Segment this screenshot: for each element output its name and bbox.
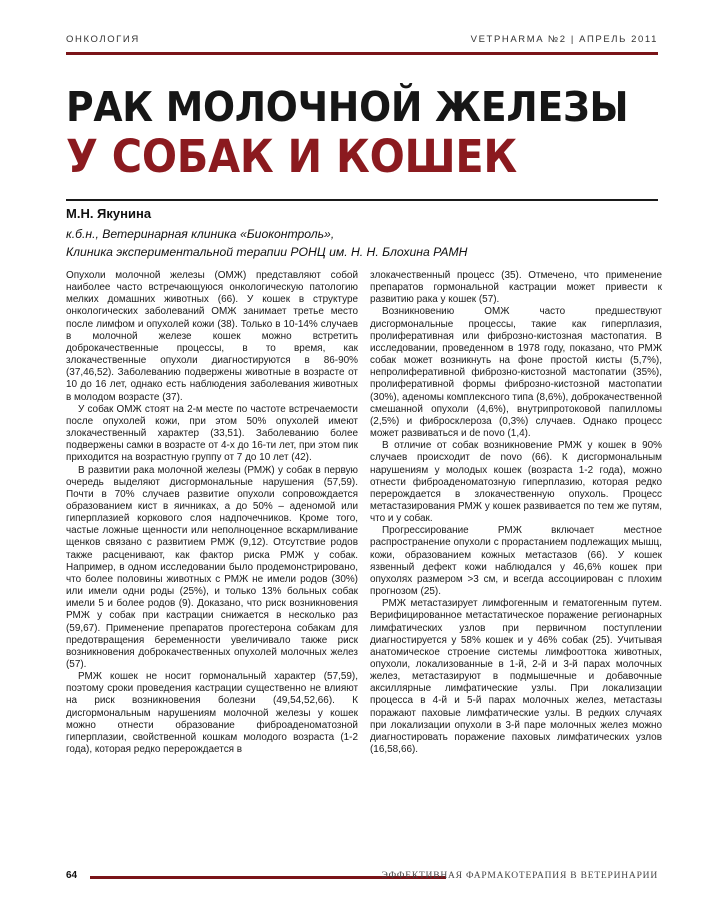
affiliation-line-1: к.б.н., Ветеринарная клиника «Биоконтроль»,	[66, 227, 335, 241]
paragraph: Возникновению ОМЖ часто предшествуют дисгормональные процессы, такие как гиперплазия, пролиферативная или фиброзно-кистозная мастопатия. В исследовании, проведенном в 1978 году, показано, что РМЖ собак может возникнуть на фоне простой кисты (5,7%), непролиферативной фиброзно-кистозной мастопатии (35%), пролиферативной формы фиброзно-кистозной мастопатии (30%), аденомы комплексного типа (8,6%), доброкачественной смешанной опухоли (4,6%), внутрипротоковой папилломы (2,5%) и фибросклероза (0,3%) случаев. Однако процесс может развиваться и de novo (1,4).	[370, 306, 662, 440]
body-column-left	[66, 270, 358, 756]
paragraph: РМЖ метастазирует лимфогенным и гематогенным путем. Верифицированное метастатическое поражение регионарных лимфатических узлов при первичном поступлении диагностируется у 58% кошек и у 46% собак (25). Учитывая анатомическое строение системы лимфооттока животных, опухоли, локализованные в 1-й, 2-й и 3-й парах молочных желез, метастазируют в подмышечные и добавочные аксиллярные лимфатические узлы. При локализации процесса в 4-й и 5-й парах молочных желез, метастазы поражают паховые лимфатические узлы. В редких случаях при локализации опухоли в 3-й паре молочных желез можно диагностировать поражение паховых лимфатических узлов (16,58,66).	[370, 598, 662, 756]
paragraph: РМЖ кошек не носит гормональный характер (57,59), поэтому сроки проведения кастрации существенно не влияют на риск возникновения болезни (49,54,52,66). К дисгормональным нарушениям молочной железы у кошек можно отнести образование фиброаденоматозной гиперплазии, свойственной кошкам молодого возраста (1-2 года), которая редко перерождается в	[66, 671, 358, 756]
title-rule	[66, 199, 658, 201]
author-affiliation	[66, 225, 467, 261]
footer-journal-tagline: ЭФФЕКТИВНАЯ ФАРМАКОТЕРАПИЯ В ВЕТЕРИНАРИИ	[381, 871, 658, 881]
author-name: М.Н. Якунина	[66, 206, 152, 221]
section-label: ОНКОЛОГИЯ	[66, 34, 140, 45]
paragraph: В развитии рака молочной железы (РМЖ) у собак в первую очередь выделяют дисгормональные нарушения (57,59). Почти в 70% случаев развитие опухоли сопровождается образованием кист в яичниках, а до 50% – аденомой или гиперплазией коркового слоя надпочечников. Кроме того, частые ложные щенности или неполноценное вскармливание щенков связано с развитием РМЖ (9,12). Отсутствие родов также расценивают, как фактор риска РМЖ у собак. Например, в одном исследовании было продемонстрировано, что более половины животных с РМЖ не имели родов (30%) или имели одни роды (25%), и только 13% больных собак имели 5 и более родов (9). Доказано, что риск возникновения РМЖ у собак при кастрации снижается в несколько раз (59,67). Применение препаратов прогестерона собакам для предотвращения беременности увеличивало также риск возникновения доброкачественных опухолей молочных желез (57).	[66, 464, 358, 670]
header-rule	[66, 52, 658, 55]
article-title	[66, 82, 629, 183]
title-line-2: У СОБАК И КОШЕК	[66, 130, 517, 183]
title-line-1: РАК МОЛОЧНОЙ ЖЕЛЕЗЫ	[66, 83, 629, 131]
paragraph: Прогрессирование РМЖ включает местное распространение опухоли с прорастанием подлежащих мышц, кожи, образованием кожных метастазов (66). У кошек язвенный дефект кожи наблюдался у 46,6% кошек при опухолях размером >3 см, и всегда ассоциирован с плохим прогнозом (25).	[370, 525, 662, 598]
affiliation-line-2: Клиника экспериментальной терапии РОНЦ им. Н. Н. Блохина РАМН	[66, 245, 468, 259]
paragraph: У собак ОМЖ стоят на 2-м месте по частоте встречаемости после опухолей кожи, при этом 50% опухолей имеют злокачественный характер (33,51). Заболеванию более подвержены самки в возрасте от 4-х до 16-ти лет, при этом пик приходится на возрастную группу от 7 до 10 лет (42).	[66, 403, 358, 464]
journal-issue: VETPHARMA №2 | АПРЕЛЬ 2011	[470, 34, 658, 45]
body-column-right	[370, 270, 662, 756]
running-header	[66, 34, 658, 48]
paragraph: злокачественный процесс (35). Отмечено, что применение препаратов гормональной кастрации может привести к развитию рака у кошек (57).	[370, 270, 662, 306]
paragraph: В отличие от собак возникновение РМЖ у кошек в 90% случаев происходит de novo (66). К дисгормональным нарушениям у молодых кошек (возраста 1-2 года), можно отнести фиброаденоматозную гиперплазию, которая редко перерождается в злокачественную опухоль. Процесс метастазирования РМЖ у кошек развивается по тем же путям, что и у собак.	[370, 440, 662, 525]
paragraph: Опухоли молочной железы (ОМЖ) представляют собой наиболее часто встречающуюся онкологическую патологию мелких домашних животных (66). У кошек в структуре онкологических заболеваний ОМЖ занимает третье место после лимфом и опухолей кожи (38). Только в 10-14% случаев в молочной железе кошек можно встретить доброкачественные процессы, в то время, как злокачественные опухоли диагностируются в 86-90% (37,46,52). Заболеванию подвержены животные в возрасте от 10 до 16 лет, однако есть наблюдения заболевания животных в молодом возрасте (37).	[66, 270, 358, 403]
page-number: 64	[66, 870, 78, 881]
